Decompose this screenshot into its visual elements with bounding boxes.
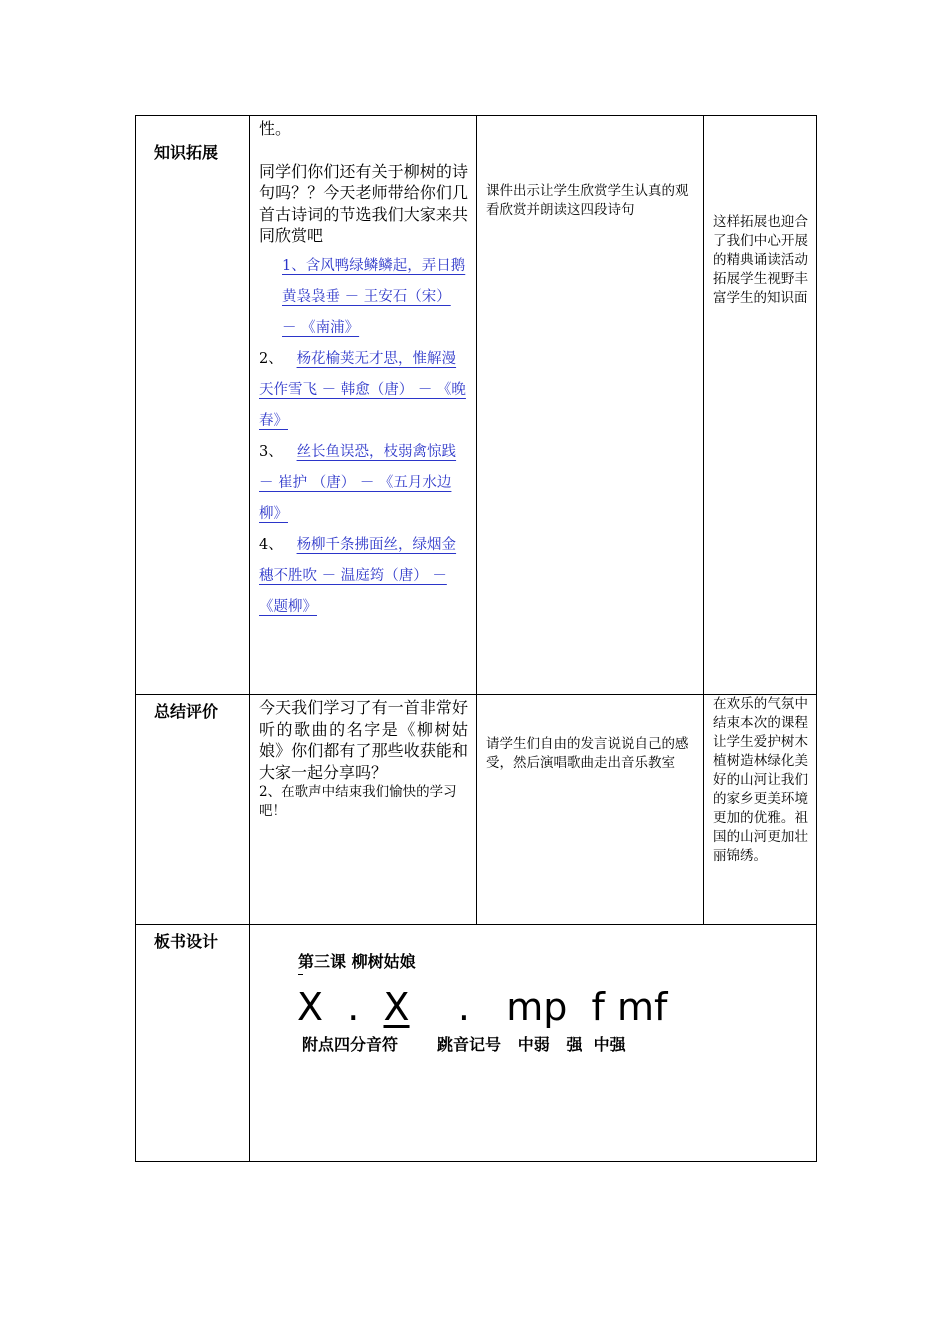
poem-link[interactable]: 丝长鱼误恐，枝弱禽惊践 － 崔护 （唐） － 《五月水边柳》	[259, 443, 457, 522]
row-knowledge-extension	[136, 116, 817, 695]
term-mf: 中强	[593, 1035, 626, 1054]
content-intro: 同学们你们还有关于柳树的诗句吗？？今天老师带给你们几首古诗词的节选我们大家来共同欣赏吧	[259, 161, 468, 245]
dotted-quarter-note: X	[297, 985, 324, 1029]
notation-terms	[302, 1032, 626, 1055]
board-title: 第三课 柳树姑娘	[298, 952, 416, 971]
term-staccato: 跳音记号	[437, 1035, 502, 1054]
term-dotted-quarter: 附点四分音符	[302, 1035, 399, 1054]
poem-item	[259, 530, 468, 623]
student-activity-cell	[477, 695, 704, 925]
row-label-cell	[136, 695, 250, 925]
summary-content: 今天我们学习了有一首非常好听的歌曲的名字是《柳树姑娘》你们都有了那些收获能和大家一起分享吗？	[259, 698, 468, 782]
poem-list	[250, 251, 476, 623]
poem-number: 3、	[259, 443, 283, 460]
divider	[298, 974, 303, 975]
poem-number: 2、	[259, 350, 283, 367]
dynamic-mp: mp	[506, 985, 568, 1029]
row-label-cell	[136, 116, 250, 695]
row-label: 总结评价	[154, 702, 219, 721]
term-f: 强	[566, 1035, 583, 1054]
row-label: 知识拓展	[154, 143, 219, 162]
teaching-content-cell	[250, 116, 477, 695]
board-design-cell	[250, 925, 817, 1162]
poem-item	[259, 344, 468, 437]
poem-link[interactable]: 杨柳千条拂面丝，绿烟金穗不胜吹 － 温庭筠（唐） － 《题柳》	[259, 536, 457, 615]
dynamic-f: f	[591, 985, 605, 1029]
teaching-content-cell	[250, 695, 477, 925]
poem-item	[259, 251, 468, 344]
poem-link[interactable]: 杨花榆荚无才思，惟解漫天作雪飞 － 韩愈（唐） － 《晚春》	[259, 350, 466, 429]
music-notation	[297, 985, 667, 1029]
dot-mark: .	[347, 985, 360, 1029]
staccato-dot: .	[457, 985, 470, 1029]
design-intent-cell	[704, 116, 817, 695]
row-board-design	[136, 925, 817, 1162]
student-activity-text: 请学生们自由的发言说说自己的感受，然后演唱歌曲走出音乐教室	[486, 736, 689, 771]
staccato-note: X	[383, 985, 410, 1029]
poem-link[interactable]: 1、含风鸭绿鳞鳞起，弄日鹅黄袅袅垂 － 王安石（宋） － 《南浦》	[282, 257, 466, 336]
student-activity-cell	[477, 116, 704, 695]
row-summary	[136, 695, 817, 925]
design-intent-text: 在欢乐的气氛中结束本次的课程让学生爱护树木植树造林绿化美好的山河让我们的家乡更美环境更加的优雅。祖国的山河更加壮丽锦绣。	[713, 696, 808, 864]
poem-number: 4、	[259, 536, 283, 553]
summary-closing: 2、在歌声中结束我们愉快的学习吧！	[259, 784, 457, 819]
student-activity-text: 课件出示让学生欣赏学生认真的观看欣赏并朗读这四段诗句	[486, 183, 689, 218]
lesson-plan-table	[135, 115, 817, 1162]
term-mp: 中弱	[517, 1035, 550, 1054]
dynamic-mf: mf	[617, 985, 668, 1029]
design-intent-text: 这样拓展也迎合了我们中心开展的精典诵读活动拓展学生视野丰富学生的知识面	[713, 214, 808, 306]
poem-item	[259, 437, 468, 530]
design-intent-cell	[704, 695, 817, 925]
content-continuation: 性。	[259, 119, 292, 138]
row-label-cell	[136, 925, 250, 1162]
row-label: 板书设计	[154, 932, 219, 951]
